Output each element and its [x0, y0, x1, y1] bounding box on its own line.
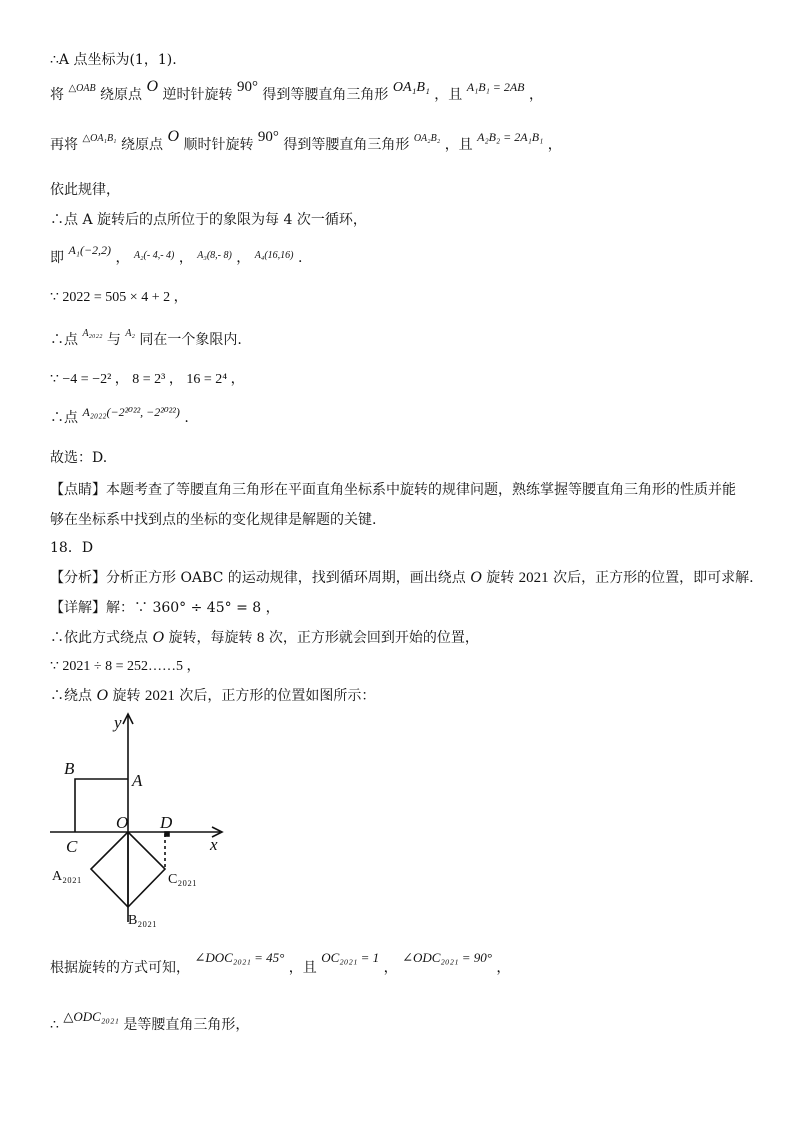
math: △OA₁B₁ — [82, 133, 117, 144]
text-line — [50, 686, 375, 706]
math: A₁B₁ = 2AB — [466, 80, 525, 94]
text: ，且 — [288, 960, 317, 976]
math: A₂₀₂₂(−2²⁰²², −2²⁰²²) — [82, 405, 180, 419]
text: ， — [547, 137, 562, 153]
text: 即 — [50, 250, 64, 266]
text-line: 18．D — [50, 540, 94, 556]
label-C: C — [66, 837, 78, 856]
text-line — [50, 405, 189, 428]
text-line: ∴A 点坐标为(1，1). — [50, 52, 177, 68]
text: ，且 — [434, 87, 463, 103]
math: A₂(- 4,- 4) — [133, 250, 175, 261]
math: A₄(16,16) — [254, 250, 294, 261]
text-line: 【点睛】本题考查了等腰直角三角形在平面直角坐标系中旋转的规律问题，熟练掌握等腰直角三角形的性质并能 — [50, 482, 736, 498]
label-O: O — [116, 813, 129, 832]
math: O — [146, 78, 159, 95]
text-line: ∴点 A 旋转后的点所位于的象限为每 4 次一循环， — [50, 212, 367, 228]
math: ∠ODC₂₀₂₁ = 90° — [402, 950, 492, 965]
text-line — [50, 78, 543, 107]
text: 次后，正方形的位置如图所示： — [179, 688, 376, 704]
text: 【分析】分析正方形 OABC 的运动规律，找到循环周期，画出绕点 — [50, 570, 466, 586]
math: △ODC₂₀₂₁ — [63, 1009, 119, 1024]
text: 得到等腰直角三角形 — [262, 87, 389, 103]
math: O — [152, 629, 165, 646]
text-line — [50, 330, 242, 352]
math: 90° — [236, 79, 258, 95]
text: ， — [528, 87, 543, 103]
label-B2021: B₂₀₂₁ — [128, 913, 157, 928]
label-B: B — [64, 759, 75, 778]
text-line: ∵ −4 = −2² ， 8 = 2³ ， 16 = 2⁴ ， — [50, 372, 245, 387]
text: 得到等腰直角三角形 — [283, 137, 410, 153]
text: ∴点 — [50, 410, 78, 426]
math: OA₂B₂ — [413, 133, 441, 144]
text: 次，正方形就会回到开始的位置， — [268, 630, 479, 646]
text: 同在一个象限内. — [139, 332, 242, 348]
text: 根据旋转的方式可知， — [50, 960, 190, 976]
right-angle-mark — [165, 832, 169, 836]
text-line: 依此规律， — [50, 182, 120, 198]
text-line: ∵ 2021 ÷ 8 = 252……5 ， — [50, 659, 201, 674]
rotation-figure — [40, 712, 260, 932]
math: OA₁B₁ — [392, 80, 430, 95]
text: ， — [383, 960, 398, 976]
math: ∠DOC₂₀₂₁ = 45° — [194, 950, 285, 965]
text: 与 — [106, 332, 121, 348]
text: 绕原点 — [100, 87, 143, 103]
math: A₃(8,- 8) — [197, 250, 232, 261]
math: A₂ — [125, 328, 135, 339]
math: 2021 — [144, 688, 175, 704]
math: O — [96, 687, 109, 704]
math: A₂B₂ = 2A₁B₁ — [477, 130, 544, 144]
label-A2021: A₂₀₂₁ — [52, 869, 82, 884]
text: . — [184, 410, 189, 426]
text: 绕原点 — [121, 137, 163, 153]
text: 顺时针旋转 — [183, 137, 254, 153]
text: ∴绕点 — [50, 688, 92, 704]
text-line — [50, 628, 479, 648]
math: 2021 — [518, 570, 549, 586]
math: A₁(−2,2) — [68, 243, 112, 257]
label-C2021: C₂₀₂₁ — [168, 872, 197, 887]
text-line: 即 A₁(−2,2) ， $^{A_2(- 4,- 4)}$ ， $^{A_3(8,- 8)}$ ， $^{A_4(16,16)}$ . — [50, 243, 303, 266]
text: ∴点 — [50, 332, 78, 348]
text: 旋转 — [486, 570, 515, 586]
text: 旋转，每旋转 — [168, 630, 253, 646]
text-line — [50, 950, 511, 978]
math: 90° — [257, 129, 279, 145]
text-line: ∵ 2022 = 505 × 4 + 2 ， — [50, 290, 188, 305]
label-D: D — [160, 813, 173, 832]
text-line — [50, 1009, 250, 1035]
math: OC₂₀₂₁ = 1 — [321, 950, 380, 965]
text: 再将 — [50, 137, 78, 153]
text: ∴ — [50, 1017, 59, 1033]
label-y: y — [114, 713, 122, 732]
text-line: 够在坐标系中找到点的坐标的变化规律是解题的关键. — [50, 512, 377, 528]
label-A: A — [132, 771, 143, 790]
text-line: 故选：D. — [50, 450, 108, 466]
text: 将 — [50, 87, 64, 103]
text: ， — [496, 960, 511, 976]
text: ∴依此方式绕点 — [50, 630, 148, 646]
text-line — [50, 128, 562, 157]
text: ，且 — [444, 137, 473, 153]
math: O — [167, 128, 180, 145]
text: 逆时针旋转 — [162, 87, 233, 103]
label-x: x — [210, 835, 218, 854]
text: 旋转 — [112, 688, 141, 704]
math: A₂₀₂₂ — [82, 328, 103, 339]
text: 次后，正方形的位置，即可求解. — [553, 570, 754, 586]
math: O — [470, 569, 482, 586]
text: 是等腰直角三角形， — [123, 1017, 250, 1033]
math: △OAB — [68, 83, 96, 94]
math: 8 — [256, 630, 265, 646]
text-line — [50, 568, 754, 588]
text-line: 【详解】解：∵ 360° ÷ 45° = 8 ， — [50, 600, 280, 616]
